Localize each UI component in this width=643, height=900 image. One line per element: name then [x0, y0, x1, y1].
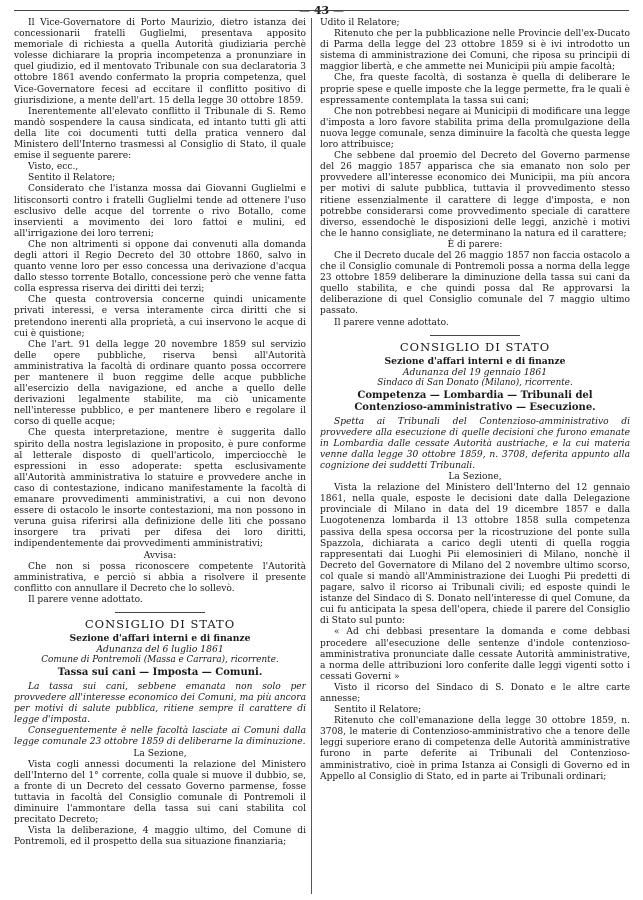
- parere-paragraph: Che il Decreto ducale del 26 maggio 1857 non faccia ostacolo a che il Consiglio comunale di Pontremoli possa a norma della legge 23 ottobre 1859 deliberare la diminuzione della tassa sui cani da quello stabilita, e che quindi possa dal Re approvarsi la deliberazione di quel Consiglio comunale del 7 maggio ultimo passato.: [320, 250, 630, 317]
- section-title: CONSIGLIO DI STATO: [399, 339, 551, 354]
- massima-conseguente: Conseguentemente è nelle facoltà lasciate ai Comuni dalla legge comunale 23 ottobre 1859 di deliberarne la diminuzione.: [14, 726, 306, 748]
- quoted-question: « Ad chi debbasi presentare la domanda e come debbasi procedere all'esecuzione delle sentenze d'indole contenzioso-amministrativa pronunciate dalle cessate Autorità amministrative, a norma delle attribuzioni loro conferite dalle leggi vigenti sotto i cessati Governi »: [320, 627, 630, 682]
- massima: La tassa sui cani, sebbene emanata non solo per provvedere all'interesse economico dei Comuni, ma più ancora per motivi di salute pubblica, ritiene sempre il carattere di legge d'imposta.: [14, 681, 306, 726]
- paragraph: Che non altrimenti si oppone dai convenuti alla domanda degli attori il Regio Decreto del 30 ottobre 1860, salvo in quanto venne loro per esso concessa una derivazione d'acqua dallo stesso torrente Botallo, concessione però che venne fatta colla espressa riserva dei diritti dei terzi;: [14, 239, 306, 295]
- avvisa-heading: Avvisa:: [143, 550, 177, 561]
- adottato-line: Il parere venne adottato.: [334, 317, 449, 328]
- paragraph: Che, fra queste facoltà, di sostanza è quella di deliberare le proprie spese e quelle imposte che la legge permette, fra le quali è espressamente contemplata la tassa sui cani;: [320, 73, 630, 106]
- paragraph: Che questa interpretazione, mentre è suggerita dallo spirito della nostra legislazione in proposito, è pure conforme al letterale disposto di quell'articolo, imperciocchè le espressioni in esso adoperate: spetta esclusivamente all'Autorità amministrativa lo statuire e provvedere anche in caso di contestazione, indicano manifestamente la facoltà di emanare provvedimenti amministrativi, a cui non devono essere di ostacolo le insorte contestazioni, ma non possono in veruna guisa riferirsi alla definizione delle liti che possano insorgere tra privati per difesa dei loro diritti, indipendentemente dai provvedimenti amministrativi;: [14, 428, 306, 550]
- section-place: Comune di Pontremoli (Massa e Carrara), ricorrente.: [41, 654, 279, 665]
- la-sezione: La Sezione,: [448, 472, 502, 483]
- top-rule: [14, 10, 629, 11]
- paragraph: Vista cogli annessi documenti la relazione del Ministero dell'Interno del 1° corrente, colla quale si muove il dubbio, se, a fronte di un Decreto del cessato Governo parmense, fosse tuttavia in facoltà del Consiglio comunale di Pontremoli il diminuire l'ammontare della tassa sui cani stabilita col precitato Decreto;: [14, 759, 306, 826]
- paragraph: Visto il ricorso del Sindaco di S. Donato e le altre carte annesse;: [320, 682, 630, 704]
- udito-line: Udito il Relatore;: [320, 18, 400, 28]
- paragraph: Vista la relazione del Ministero dell'Interno del 12 gennaio 1861, nella quale, esposte le decisioni date dalla Delegazione provinciale di Milano in data del 19 dicembre 1857 e dalla Luogotenenza lombarda il 13 ottobre 1858 sulla competenza passiva della spesa occorsa per la ricostruzione del ponte sulla Spazzola, dichiarata a carico degli utenti di quella roggia rappresentati dai Luoghi Pii elemosinieri di Milano, nonchè il Decreto del Governatore di Milano del 2 novembre ultimo scorso, col quale si mandò all'Amministrazione dei Luoghi Pii predetti di pagare, salvo il ricorso ai Tribunali civili; ed esposte quindi le istanze del Sindaco di S. Donato nell'interesse di quel Comune, da cui fu anticipata la spesa dell'opera, chiede il parere del Consiglio di Stato sul punto:: [320, 483, 630, 627]
- right-column: [320, 18, 630, 894]
- paragraph: Considerato che l'istanza mossa dai Giovanni Guglielmi e litisconsorti contro i fratelli Guglielmi tende ad ottenere l'uso esclusivo delle acque del torrente o rivo Botallo, come inservienti a movimento dei loro fattoi e mulini, ed all'irrigazione dei loro terreni;: [14, 184, 306, 239]
- adottato-line: Il parere venne adottato.: [28, 594, 143, 605]
- la-sezione: La Sezione,: [133, 748, 187, 759]
- paragraph: Il Vice-Governatore di Porto Maurizio, dietro istanza dei concessionarii fratelli Guglielmi, presentava apposito memoriale di richiesta a quella Autorità giudiziaria perchè volesse dichiarare la propria incompetenza a pronunziare in quel giudizio, ed il mentovato Tribunale con sua declaratoria 3 ottobre 1861 avendo confermato la propria competenza, quel Vice-Governatore fecesi ad eccitare il conflitto positivo di giurisdizione, a mente dell'art. 15 della legge 30 ottobre 1859.: [14, 18, 306, 106]
- visto-line: Visto, ecc.,: [28, 162, 79, 173]
- sentito-line: Sentito il Relatore;: [334, 705, 422, 716]
- paragraph: Ritenuto che per la pubblicazione nelle Provincie dell'ex-Ducato di Parma della legge del 23 ottobre 1859 si è ivi introdotto un sistema di amministrazione dei Comuni, che riposa su principii di maggior libertà, e che ammette nei Municipii più ampie facoltà;: [320, 29, 630, 73]
- page-number: — 43 —: [299, 4, 344, 17]
- paragraph: Che l'art. 91 della legge 20 novembre 1859 sul servizio delle opere pubbliche, riserva bensì all'Autorità amministrativa la facoltà di ordinare quanto possa occorrere per mantenere il buon reggime delle acque pubbliche all'esercizio della navigazione, ed anche a quello delle derivazioni legalmente stabilite, ma ciò unicamente nell'interesse pubblico, e per mantenere libero e regolare il corso di quelle acque;: [14, 339, 306, 428]
- massima: Spetta ai Tribunali del Contenzioso-amministrativo di provvedere alla esecuzione di quelle decisioni che furono emanate in Lombardia dalle cessate Autorità austriache, e la cui materia venne dalla legge 30 ottobre 1859, n. 3708, deferita appunto alla cognizione dei suddetti Tribunali.: [320, 416, 630, 471]
- paragraph: Inerentemente all'elevato conflitto il Tribunale di S. Remo mandò sospendere la causa sindicata, ed intanto tutti gli atti della lite coi documenti tutti della pratica vennero dal Ministero dell'Interno trasmessi al Consiglio di Stato, il quale emise il seguente parere:: [14, 106, 306, 162]
- section-date: Adunanza del 6 luglio 1861: [96, 643, 224, 655]
- left-column: [14, 18, 306, 894]
- section-date: Adunanza del 19 gennaio 1861: [402, 366, 548, 378]
- paragraph: Vista la deliberazione, 4 maggio ultimo, del Comune di Pontremoli, ed il prospetto della sua situazione finanziaria;: [14, 826, 306, 848]
- section-subtitle: Sezione d'affari interni e di finanze: [69, 632, 251, 644]
- paragraph: Che non potrebbesi negare ai Municipii di modificare una legge d'imposta a loro favore stabilita prima della promulgazione della nuova legge comunale, senza diminuire la facoltà che questa legge loro attribuisce;: [320, 106, 630, 151]
- section-keywords: Competenza — Lombardia — Tribunali del Contenzioso-amministrativo — Esecuzione.: [354, 389, 596, 413]
- paragraph: Che questa controversia concerne quindi unicamente privati interessi, e versa interamente circa diritti che si pretendono inerenti alla proprietà, a cui inservono le acque di cui è quistione;: [14, 295, 306, 339]
- parere-heading: È di parere:: [447, 239, 503, 250]
- section-title: CONSIGLIO DI STATO: [84, 616, 236, 631]
- sentito-line: Sentito il Relatore;: [28, 173, 116, 184]
- paragraph: Ritenuto che coll'emanazione della legge 30 ottobre 1859, n. 3708, le materie di Contenzioso-amministrativo che a tenore delle leggi superiore erano di competenza delle Autorità amministrative furono in parte deferite ai Tribunali del Contenzioso-amministrativo, cioè in prima Istanza ai Consigli di Governo ed in Appello al Consiglio di Stato, ed in parte ai Tribunali ordinari;: [320, 716, 630, 782]
- paragraph: Che sebbene dal proemio del Decreto del Governo parmense del 26 maggio 1857 apparisca che sia emanato non solo per provvedere all'interesse economico dei Municipii, ma più ancora per motivi di salute pubblica, tuttavia il provvedimento stesso ritiene essenzialmente il carattere di legge d'imposta, e non potrebbe considerarsi come provvedimento speciale di carattere diverso, essendochè le disposizioni delle leggi, anzichè i motivi che le hanno consigliate, ne determinano la natura ed il carattere;: [320, 151, 630, 239]
- parere-paragraph: Che non si possa riconoscere competente l'Autorità amministrativa, e perciò si abbia a risolvere il presente conflitto con annullare il Decreto che lo sollevò.: [14, 561, 306, 594]
- column-divider: [311, 18, 312, 894]
- section-subtitle: Sezione d'affari interni e di finanze: [384, 355, 566, 367]
- section-place: Sindaco di San Donato (Milano), ricorrente.: [377, 377, 573, 388]
- section-separator: [115, 612, 205, 613]
- section-separator: [430, 335, 520, 336]
- section-keywords: Tassa sui cani — Imposta — Comuni.: [57, 666, 263, 678]
